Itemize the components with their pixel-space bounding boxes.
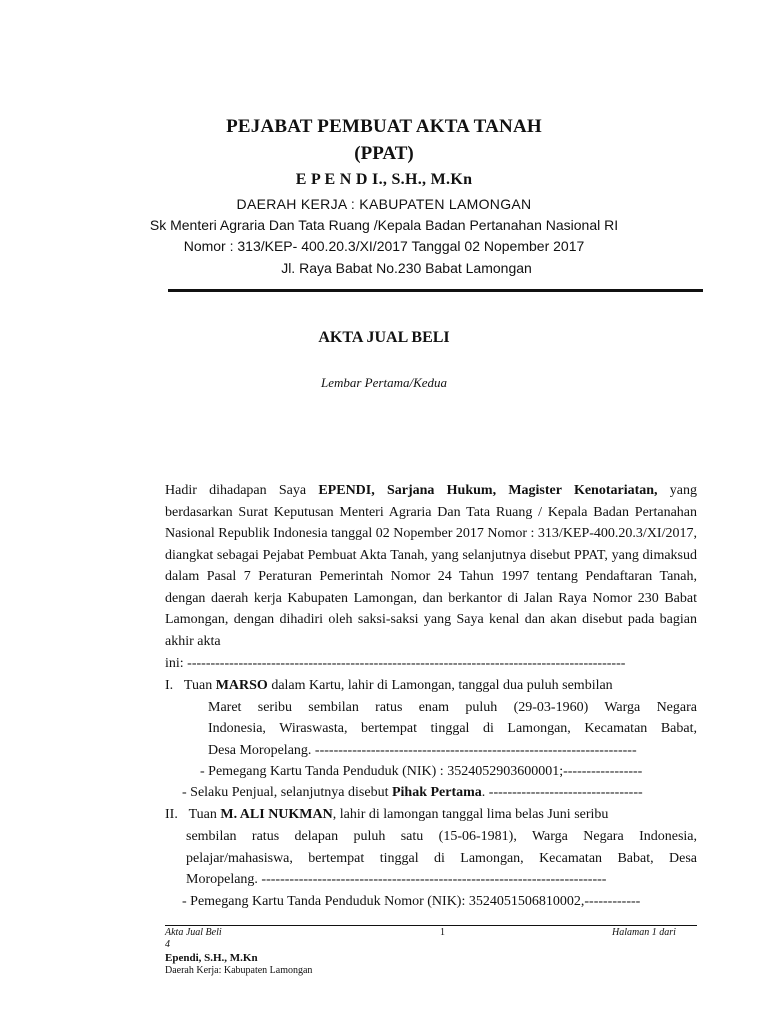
party1-role-text: - Selaku Penjual, selanjutnya disebut bbox=[182, 785, 392, 800]
sheet-label: Lembar Pertama/Kedua bbox=[320, 375, 448, 390]
party1-name: MARSO bbox=[215, 678, 268, 693]
party2-line3: pelajar/mahasiswa, bertempat tinggal di Lamongan, Kecamatan Babat, Desa bbox=[186, 851, 697, 866]
party1-role bbox=[182, 782, 697, 804]
header-divider bbox=[168, 289, 703, 292]
party2-number: II. bbox=[165, 807, 178, 822]
party2-name: M. ALI NUKMAN bbox=[220, 807, 333, 822]
intro-last-line: ini: ---------------------------------------------------------------------------------------------- bbox=[165, 656, 626, 671]
footer-divider bbox=[165, 925, 697, 926]
party2-nik: - Pemegang Kartu Tanda Penduduk Nomor (NIK): 3524051506810002,------------ bbox=[182, 894, 641, 909]
party1-nik: - Pemegang Kartu Tanda Penduduk (NIK) : 3524052903600001;----------------- bbox=[200, 764, 643, 779]
footer-page-number: 1 bbox=[440, 927, 445, 938]
footer-doc-name: Akta Jual Beli bbox=[165, 927, 222, 938]
party2-line2: sembilan ratus delapan puluh satu (15-06-1981), Warga Negara Indonesia, bbox=[186, 829, 697, 844]
party2-first-line bbox=[165, 804, 697, 826]
decree-line: Sk Menteri Agraria Dan Tata Ruang /Kepala Badan Pertanahan Nasional RI bbox=[149, 217, 619, 233]
footer-work-area: Daerah Kerja: Kabupaten Lamongan bbox=[165, 965, 313, 976]
footer-official-name: Ependi, S.H., M.Kn bbox=[165, 952, 258, 964]
header-subtitle: (PPAT) bbox=[354, 143, 414, 164]
party2-line4: Moropelang. -------------------------------------------------------------------------- bbox=[186, 872, 607, 887]
party1-number: I. bbox=[165, 678, 174, 693]
party1-details: dalam Kartu, lahir di Lamongan, tanggal dua puluh sembilan bbox=[267, 678, 613, 693]
intro-paragraph bbox=[165, 480, 697, 652]
intro-official-name: EPENDI, Sarjana Hukum, Magister Kenotariatan, bbox=[318, 483, 658, 498]
party1-role-label: Pihak Pertama bbox=[391, 785, 482, 800]
footer-page-total: 4 bbox=[165, 939, 170, 950]
party2-title: Tuan bbox=[188, 807, 221, 822]
decree-number: Nomor : 313/KEP- 400.20.3/XI/2017 Tanggal 02 Nopember 2017 bbox=[183, 238, 585, 254]
header-title: PEJABAT PEMBUAT AKTA TANAH bbox=[226, 116, 542, 137]
party1-line3: Indonesia, Wiraswasta, bertempat tinggal di Lamongan, Kecamatan Babat, bbox=[208, 721, 697, 736]
official-name: E P E N D I., S.H., M.Kn bbox=[295, 171, 473, 188]
document-title: AKTA JUAL BELI bbox=[318, 329, 450, 346]
party2-details: , lahir di lamongan tanggal lima belas Juni seribu bbox=[332, 807, 609, 822]
party1-title: Tuan bbox=[183, 678, 216, 693]
party1-line2: Maret seribu sembilan ratus enam puluh (29-03-1960) Warga Negara bbox=[208, 700, 697, 715]
intro-text-post: yang berdasarkan Surat Keputusan Menteri Agraria Dan Tata Ruang / Kepala Badan Pertanahan Nasional Republik Indonesia tanggal 02 Nopember 2017 Nomor : 313/KEP-400.20.3/XI/2017, diangkat sebagai Pejabat Pembuat Akta Tanah, yang selanjutnya disebut PPAT, yang dimaksud dalam Pasal 7 Peraturan Pemerintah Nomor 24 Tahun 1997 tentang Pendaftaran Tanah, dengan daerah kerja Kabupaten Lamongan, dan berkantor di Jalan Raya Nomor 230 Babat Lamongan, dengan dihadiri oleh saksi-saksi yang Saya kenal dan akan disebut pada bagian akhir akta bbox=[165, 483, 697, 649]
party1-role-end: . --------------------------------- bbox=[481, 785, 643, 800]
party1-first-line bbox=[165, 675, 697, 697]
party1-line4: Desa Moropelang. --------------------------------------------------------------------- bbox=[208, 743, 637, 758]
footer-page-label: Halaman 1 dari bbox=[612, 927, 676, 938]
work-area: DAERAH KERJA : KABUPATEN LAMONGAN bbox=[236, 196, 532, 212]
intro-text-pre: Hadir dihadapan Saya bbox=[165, 483, 319, 498]
office-address: Jl. Raya Babat No.230 Babat Lamongan bbox=[281, 260, 532, 276]
